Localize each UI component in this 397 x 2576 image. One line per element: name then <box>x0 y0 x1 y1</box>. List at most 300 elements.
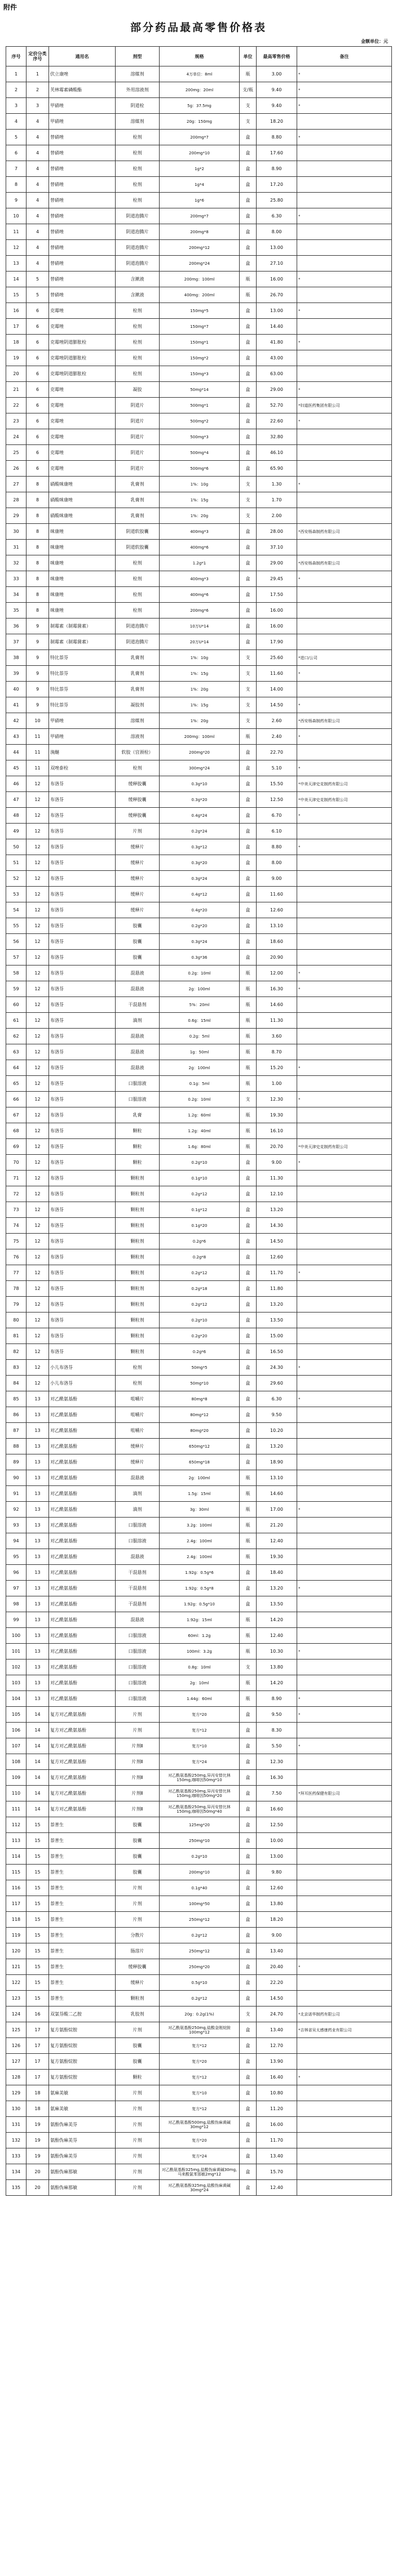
row-number-cell: 115 <box>6 1865 27 1880</box>
category-number-cell: 12 <box>27 1376 49 1391</box>
unit-cell: 盒 <box>240 587 257 603</box>
drug-name-cell: 布洛芬 <box>49 1155 116 1171</box>
max-price-cell: 13.20 <box>257 1202 297 1218</box>
row-number-cell: 6 <box>6 145 27 161</box>
drug-name-cell: 布洛芬 <box>49 1202 116 1218</box>
category-number-cell: 4 <box>27 208 49 224</box>
specification-cell: 200mg*8 <box>160 224 240 240</box>
table-row <box>6 839 392 855</box>
remark-cell <box>297 1439 392 1454</box>
remark-cell <box>297 1171 392 1186</box>
max-price-cell: 12.40 <box>257 1533 297 1549</box>
dosage-form-cell: 片剂 <box>116 2148 160 2164</box>
remark-cell <box>297 461 392 477</box>
max-price-cell: 20.70 <box>257 1139 297 1155</box>
row-number-cell: 39 <box>6 666 27 682</box>
remark-cell <box>297 934 392 950</box>
remark-cell <box>297 1344 392 1360</box>
drug-name-cell: 芙林霉素磷酸酯 <box>49 82 116 98</box>
category-number-cell: 17 <box>27 2070 49 2085</box>
dosage-form-cell: 颗粒剂 <box>116 1265 160 1281</box>
header-cell: 规格 <box>160 47 240 66</box>
category-number-cell: 13 <box>27 1596 49 1612</box>
table-row <box>6 1297 392 1313</box>
drug-name-cell: 布洛芬 <box>49 1265 116 1281</box>
specification-cell: 500mg*3 <box>160 429 240 445</box>
unit-cell: 盒 <box>240 1234 257 1249</box>
drug-name-cell: 布洛芬 <box>49 1344 116 1360</box>
remark-cell: * <box>297 981 392 997</box>
unit-cell: 盒 <box>240 871 257 887</box>
unit-cell: 盒 <box>240 1407 257 1423</box>
drug-name-cell: 复方对乙酰氨基酚 <box>49 1738 116 1754</box>
max-price-cell: 46.10 <box>257 445 297 461</box>
specification-cell: 0.2g*18 <box>160 1281 240 1297</box>
row-number-cell: 64 <box>6 1060 27 1076</box>
table-row <box>6 335 392 350</box>
unit-cell: 瓶 <box>240 1612 257 1628</box>
specification-cell: 1%：15g <box>160 492 240 508</box>
max-price-cell: 11.60 <box>257 887 297 902</box>
unit-cell: 瓶 <box>240 1044 257 1060</box>
max-price-cell: 12.50 <box>257 792 297 808</box>
remark-cell <box>297 634 392 650</box>
row-number-cell: 131 <box>6 2117 27 2133</box>
category-number-cell: 12 <box>27 824 49 839</box>
category-number-cell: 12 <box>27 1344 49 1360</box>
drug-name-cell: 对乙酰氨基酚 <box>49 1675 116 1691</box>
specification-cell: 复方*10 <box>160 2085 240 2101</box>
remark-cell <box>297 1044 392 1060</box>
table-row <box>6 697 392 713</box>
category-number-cell: 12 <box>27 839 49 855</box>
table-row <box>6 1596 392 1612</box>
unit-cell: 盒 <box>240 2180 257 2196</box>
category-number-cell: 15 <box>27 1833 49 1849</box>
max-price-cell: 43.00 <box>257 350 297 366</box>
unit-cell: 盒 <box>240 2085 257 2101</box>
max-price-cell: 5.10 <box>257 760 297 776</box>
row-number-cell: 49 <box>6 824 27 839</box>
row-number-cell: 100 <box>6 1628 27 1644</box>
drug-name-cell: 替硝唑 <box>49 130 116 145</box>
remark-cell: * <box>297 697 392 713</box>
drug-name-cell: 对乙酰氨基酚 <box>49 1407 116 1423</box>
specification-cell: 0.3g*24 <box>160 871 240 887</box>
category-number-cell: 20 <box>27 2180 49 2196</box>
row-number-cell: 1 <box>6 66 27 82</box>
unit-cell: 支 <box>240 508 257 524</box>
max-price-cell: 41.80 <box>257 335 297 350</box>
dosage-form-cell: 凝胶 <box>116 382 160 398</box>
unit-cell: 盒 <box>240 1865 257 1880</box>
dosage-form-cell: 阴道泡腾片 <box>116 634 160 650</box>
table-row <box>6 461 392 477</box>
row-number-cell: 10 <box>6 208 27 224</box>
specification-cell: 1.92g：0.5g*6 <box>160 1565 240 1581</box>
max-price-cell: 14.00 <box>257 682 297 697</box>
dosage-form-cell: 胶囊 <box>116 2038 160 2054</box>
row-number-cell: 70 <box>6 1155 27 1171</box>
row-number-cell: 41 <box>6 697 27 713</box>
remark-cell <box>297 1801 392 1817</box>
drug-name-cell: 替硝唑 <box>49 208 116 224</box>
max-price-cell: 6.10 <box>257 824 297 839</box>
specification-cell: 2g：100ml <box>160 1060 240 1076</box>
category-number-cell: 12 <box>27 1281 49 1297</box>
category-number-cell: 13 <box>27 1660 49 1675</box>
table-row <box>6 634 392 650</box>
unit-cell: 支 <box>240 477 257 492</box>
drug-name-cell: 布洛芬 <box>49 1186 116 1202</box>
remark-cell <box>297 145 392 161</box>
row-number-cell: 106 <box>6 1723 27 1738</box>
remark-cell <box>297 1076 392 1092</box>
unit-cell: 盒 <box>240 1171 257 1186</box>
unit-cell: 盒 <box>240 950 257 966</box>
category-number-cell: 8 <box>27 587 49 603</box>
dosage-form-cell: 滴剂 <box>116 1502 160 1518</box>
specification-cell: 0.3g*10 <box>160 776 240 792</box>
unit-cell: 盒 <box>240 902 257 918</box>
specification-cell: 复方*20 <box>160 2133 240 2148</box>
row-number-cell: 33 <box>6 571 27 587</box>
dosage-form-cell: 片剂Ⅱ <box>116 1786 160 1801</box>
remark-cell <box>297 1013 392 1029</box>
category-number-cell: 12 <box>27 855 49 871</box>
specification-cell: 对乙酰氨基酚250mg,盐酸金刚烷胺100mg*12 <box>160 2022 240 2038</box>
category-number-cell: 6 <box>27 319 49 335</box>
category-number-cell: 11 <box>27 760 49 776</box>
max-price-cell: 14.60 <box>257 997 297 1013</box>
specification-cell: 0.2g*10 <box>160 1155 240 1171</box>
max-price-cell: 18.40 <box>257 1565 297 1581</box>
max-price-cell: 18.20 <box>257 114 297 130</box>
dosage-form-cell: 乳胶剂 <box>116 2006 160 2022</box>
drug-name-cell: 萘普生 <box>49 1959 116 1975</box>
row-number-cell: 42 <box>6 713 27 729</box>
table-row <box>6 540 392 555</box>
remark-cell <box>297 1423 392 1439</box>
row-number-cell: 110 <box>6 1786 27 1801</box>
table-row <box>6 1439 392 1454</box>
specification-cell: 400mg*3 <box>160 524 240 540</box>
drug-name-cell: 硝酸咪康唑 <box>49 477 116 492</box>
drug-name-cell: 布洛芬 <box>49 808 116 824</box>
remark-cell <box>297 1486 392 1502</box>
dosage-form-cell: 胶囊 <box>116 2054 160 2070</box>
unit-cell: 盒 <box>240 1896 257 1912</box>
table-row <box>6 1281 392 1297</box>
category-number-cell: 13 <box>27 1391 49 1407</box>
category-number-cell: 13 <box>27 1454 49 1470</box>
row-number-cell: 104 <box>6 1691 27 1707</box>
unit-cell: 支 <box>240 1092 257 1107</box>
table-row <box>6 1139 392 1155</box>
row-number-cell: 20 <box>6 366 27 382</box>
unit-cell: 瓶 <box>240 981 257 997</box>
specification-cell: 0.1g*20 <box>160 1218 240 1234</box>
table-row <box>6 161 392 177</box>
category-number-cell: 12 <box>27 871 49 887</box>
dosage-form-cell: 混悬液 <box>116 1549 160 1565</box>
category-number-cell: 17 <box>27 2038 49 2054</box>
unit-cell: 瓶 <box>240 1533 257 1549</box>
table-row <box>6 2006 392 2022</box>
dosage-form-cell: 颗粒剂 <box>116 1281 160 1297</box>
remark-cell: * <box>297 208 392 224</box>
drug-name-cell: 制霉素（制霉菌素） <box>49 634 116 650</box>
category-number-cell: 12 <box>27 808 49 824</box>
max-price-cell: 65.90 <box>257 461 297 477</box>
dosage-form-cell: 栓剂 <box>116 571 160 587</box>
dosage-form-cell: 缓释片 <box>116 1454 160 1470</box>
dosage-form-cell: 阴道泡腾片 <box>116 619 160 634</box>
dosage-form-cell: 口服溶液 <box>116 1644 160 1660</box>
specification-cell: 150mg*1 <box>160 335 240 350</box>
max-price-cell: 15.00 <box>257 1328 297 1344</box>
dosage-form-cell: 肠溶片 <box>116 1943 160 1959</box>
drug-name-cell: 硝酸咪康唑 <box>49 492 116 508</box>
table-row <box>6 130 392 145</box>
specification-cell: 1.44g：60ml <box>160 1691 240 1707</box>
max-price-cell: 29.00 <box>257 555 297 571</box>
max-price-cell: 24.70 <box>257 2006 297 2022</box>
category-number-cell: 4 <box>27 177 49 193</box>
specification-cell: 0.4g*12 <box>160 887 240 902</box>
max-price-cell: 13.50 <box>257 1313 297 1328</box>
table-row <box>6 1849 392 1865</box>
category-number-cell: 13 <box>27 1439 49 1454</box>
drug-name-cell: 萘普生 <box>49 1833 116 1849</box>
specification-cell: 对乙酰氨基酚325mg,盐酸伪麻黄碱30mg,马来酸氯苯那敏2mg*12 <box>160 2164 240 2180</box>
row-number-cell: 96 <box>6 1565 27 1581</box>
row-number-cell: 34 <box>6 587 27 603</box>
row-number-cell: 57 <box>6 950 27 966</box>
row-number-cell: 50 <box>6 839 27 855</box>
specification-cell: 对乙酰氨基酚325mg,盐酸伪麻黄碱30mg*24 <box>160 2180 240 2196</box>
row-number-cell: 60 <box>6 997 27 1013</box>
dosage-form-cell: 含漱液 <box>116 272 160 287</box>
max-price-cell: 10.30 <box>257 1644 297 1660</box>
unit-cell: 瓶 <box>240 729 257 745</box>
max-price-cell: 2.00 <box>257 508 297 524</box>
dosage-form-cell: 干混悬剂 <box>116 1581 160 1596</box>
row-number-cell: 87 <box>6 1423 27 1439</box>
dosage-form-cell: 混悬液 <box>116 1612 160 1628</box>
drug-name-cell: 对乙酰氨基酚 <box>49 1628 116 1644</box>
unit-cell: 支 <box>240 697 257 713</box>
unit-cell: 支 <box>240 682 257 697</box>
specification-cell: 0.2g*12 <box>160 1297 240 1313</box>
drug-name-cell: 布洛芬 <box>49 1076 116 1092</box>
dosage-form-cell: 片剂 <box>116 1880 160 1896</box>
max-price-cell: 29.00 <box>257 382 297 398</box>
unit-cell: 盒 <box>240 413 257 429</box>
max-price-cell: 25.60 <box>257 650 297 666</box>
drug-name-cell: 萘普生 <box>49 1943 116 1959</box>
max-price-cell: 9.40 <box>257 98 297 114</box>
drug-name-cell: 克霉唑 <box>49 319 116 335</box>
drug-name-cell: 萘普生 <box>49 1912 116 1928</box>
specification-cell: 0.4g*24 <box>160 808 240 824</box>
drug-name-cell: 复方氨酚烷胺 <box>49 2022 116 2038</box>
drug-name-cell: 溴醚 <box>49 745 116 760</box>
specification-cell: 0.2g*10 <box>160 1313 240 1328</box>
remark-cell <box>297 1186 392 1202</box>
row-number-cell: 62 <box>6 1029 27 1044</box>
specification-cell: 80mg*12 <box>160 1407 240 1423</box>
remark-cell <box>297 603 392 619</box>
category-number-cell: 4 <box>27 114 49 130</box>
table-header-row <box>6 47 392 66</box>
drug-name-cell: 对乙酰氨基酚 <box>49 1644 116 1660</box>
drug-name-cell: 咪康唑 <box>49 540 116 555</box>
row-number-cell: 108 <box>6 1754 27 1770</box>
remark-cell <box>297 2054 392 2070</box>
remark-cell <box>297 950 392 966</box>
drug-name-cell: 布洛芬 <box>49 871 116 887</box>
unit-cell: 瓶 <box>240 1644 257 1660</box>
drug-name-cell: 替硝唑 <box>49 177 116 193</box>
row-number-cell: 73 <box>6 1202 27 1218</box>
remark-cell <box>297 161 392 177</box>
unit-cell: 盒 <box>240 1297 257 1313</box>
specification-cell: 150mg*7 <box>160 319 240 335</box>
specification-cell: 对乙酰氨基酚500mg,盐酸伪麻黄碱30mg*12 <box>160 2117 240 2133</box>
row-number-cell: 93 <box>6 1518 27 1533</box>
table-row <box>6 240 392 256</box>
table-row <box>6 1155 392 1171</box>
category-number-cell: 12 <box>27 981 49 997</box>
dosage-form-cell: 胶囊 <box>116 950 160 966</box>
table-row <box>6 1202 392 1218</box>
remark-cell <box>297 1660 392 1675</box>
category-number-cell: 13 <box>27 1549 49 1565</box>
row-number-cell: 44 <box>6 745 27 760</box>
unit-cell: 瓶 <box>240 1470 257 1486</box>
row-number-cell: 22 <box>6 398 27 413</box>
category-number-cell: 15 <box>27 1975 49 1991</box>
max-price-cell: 6.70 <box>257 808 297 824</box>
table-row <box>6 477 392 492</box>
max-price-cell: 13.10 <box>257 1470 297 1486</box>
max-price-cell: 9.00 <box>257 1928 297 1943</box>
dosage-form-cell: 阴道软胶囊 <box>116 540 160 555</box>
remark-cell <box>297 902 392 918</box>
specification-cell: 0.3g*20 <box>160 855 240 871</box>
specification-cell: 0.1g*12 <box>160 1202 240 1218</box>
max-price-cell: 3.60 <box>257 1029 297 1044</box>
row-number-cell: 37 <box>6 634 27 650</box>
specification-cell: 0.3g*12 <box>160 839 240 855</box>
category-number-cell: 16 <box>27 2006 49 2022</box>
row-number-cell: 119 <box>6 1928 27 1943</box>
table-row <box>6 760 392 776</box>
max-price-cell: 16.00 <box>257 603 297 619</box>
max-price-cell: 6.30 <box>257 1391 297 1407</box>
table-row <box>6 303 392 319</box>
table-row <box>6 1029 392 1044</box>
unit-cell: 盒 <box>240 1991 257 2006</box>
table-row <box>6 1707 392 1723</box>
max-price-cell: 15.70 <box>257 2164 297 2180</box>
row-number-cell: 46 <box>6 776 27 792</box>
dosage-form-cell: 乳膏剂 <box>116 650 160 666</box>
drug-name-cell: 布洛芬 <box>49 997 116 1013</box>
specification-cell: 复方*20 <box>160 2054 240 2070</box>
drug-name-cell: 双唑泰栓 <box>49 760 116 776</box>
row-number-cell: 8 <box>6 177 27 193</box>
remark-cell <box>297 1833 392 1849</box>
table-row <box>6 713 392 729</box>
specification-cell: 400mg：200ml <box>160 287 240 303</box>
category-number-cell: 14 <box>27 1770 49 1786</box>
category-number-cell: 13 <box>27 1675 49 1691</box>
remark-cell <box>297 855 392 871</box>
category-number-cell: 6 <box>27 366 49 382</box>
max-price-cell: 13.40 <box>257 1943 297 1959</box>
specification-cell: 1g*2 <box>160 161 240 177</box>
category-number-cell: 6 <box>27 382 49 398</box>
remark-cell: * <box>297 382 392 398</box>
remark-cell <box>297 350 392 366</box>
unit-cell: 支 <box>240 650 257 666</box>
max-price-cell: 17.20 <box>257 177 297 193</box>
max-price-cell: 8.90 <box>257 161 297 177</box>
max-price-cell: 19.30 <box>257 1549 297 1565</box>
remark-cell <box>297 319 392 335</box>
max-price-cell: 3.00 <box>257 66 297 82</box>
max-price-cell: 14.60 <box>257 1486 297 1502</box>
max-price-cell: 9.50 <box>257 1407 297 1423</box>
drug-name-cell: 布洛芬 <box>49 981 116 997</box>
unit-cell: 瓶 <box>240 1628 257 1644</box>
max-price-cell: 8.80 <box>257 839 297 855</box>
drug-name-cell: 布洛芬 <box>49 1328 116 1344</box>
dosage-form-cell: 栓剂 <box>116 1360 160 1376</box>
remark-cell: * <box>297 1738 392 1754</box>
table-row <box>6 2117 392 2133</box>
unit-cell: 盒 <box>240 1912 257 1928</box>
unit-cell: 支/瓶 <box>240 82 257 98</box>
unit-cell: 瓶 <box>240 966 257 981</box>
category-number-cell: 12 <box>27 1218 49 1234</box>
dosage-form-cell: 混悬液 <box>116 1470 160 1486</box>
category-number-cell: 15 <box>27 1880 49 1896</box>
dosage-form-cell: 阴道泡腾片 <box>116 208 160 224</box>
max-price-cell: 16.30 <box>257 1770 297 1786</box>
header-cell: 备注 <box>297 47 392 66</box>
unit-cell: 盒 <box>240 824 257 839</box>
drug-name-cell: 对乙酰氨基酚 <box>49 1596 116 1612</box>
unit-cell: 瓶 <box>240 66 257 82</box>
category-number-cell: 13 <box>27 1628 49 1644</box>
table-row <box>6 1186 392 1202</box>
specification-cell: 1%：20g <box>160 508 240 524</box>
row-number-cell: 76 <box>6 1249 27 1265</box>
remark-cell <box>297 1518 392 1533</box>
drug-name-cell: 布洛芬 <box>49 1107 116 1123</box>
row-number-cell: 21 <box>6 382 27 398</box>
specification-cell: 400mg*3 <box>160 571 240 587</box>
unit-cell: 盒 <box>240 335 257 350</box>
row-number-cell: 24 <box>6 429 27 445</box>
remark-cell <box>297 1928 392 1943</box>
drug-name-cell: 萘普生 <box>49 1928 116 1943</box>
table-row <box>6 918 392 934</box>
row-number-cell: 25 <box>6 445 27 461</box>
